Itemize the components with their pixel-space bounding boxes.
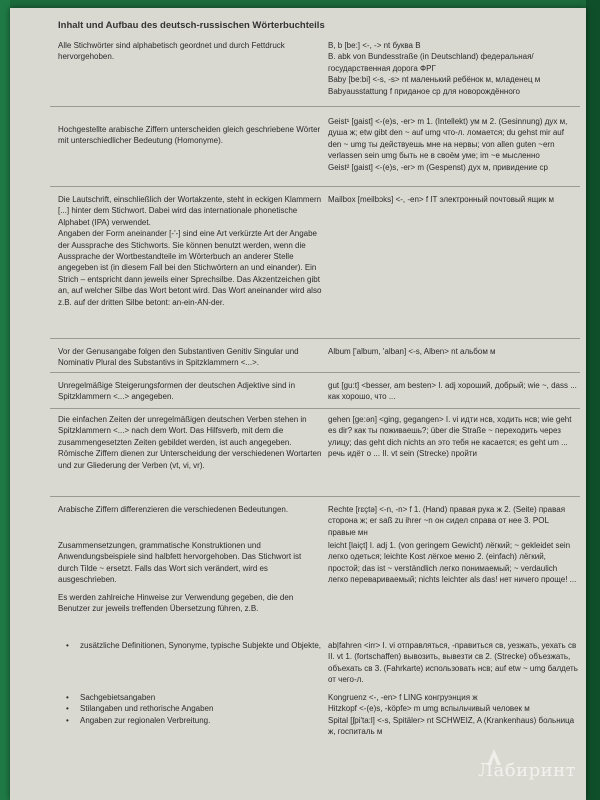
entry-geist-1: Geist¹ [gaist] <-(e)s, -er> m 1. (Intellekt) ум м 2. (Gesinnung) дух м, душа ж; etw gibt den ~ auf umg что-л. ломается; du gehst mir auf den ~ umg ты действуешь мне на нервы; von allen guten ~ern verlassen sein umg быть не в своём уме; im ~e мысленно [328,117,568,161]
divider [50,496,580,497]
entry-album: Album ['album, 'alban] <-s, Alben> nt альбом м [328,347,496,356]
entry-babyausstattung: Babyausstattung f приданое ср для новорождённого [328,86,520,96]
bullet-list [58,692,322,726]
section-6-right [328,414,578,460]
entry-gut: gut [gu:t] <besser, am besten> I. adj хороший, добрый; wie ~, dass ... как хорошо, что ... [328,381,577,402]
section-text: Römische Ziffern dienen zur Unterscheidung der verschiedenen Wortarten und zur Gliederung der Verben (vt, vi, vr). [58,449,322,470]
section-text: Vor der Genusangabe folgen den Substantiven Genitiv Singular und Nominativ Plural des Substantivs in Spitzklammern <...>. [58,347,299,368]
entry-leicht: leicht [laiçt] I. adj 1. (von geringem Gewicht) лёгкий; ~ gekleidet sein легко одеться; leichte Kost лёгкое меню 2. (einfach) лёгкий, простой; das ist ~ verständlich легко понимаемый; ~ verdaulich легко перевариваемый; nichts leichter als das! нет ничего проще! ... [328,541,577,585]
entry-geist-2: Geist² [gaist] <-(e)s, -er> m (Gespenst) дух м, привидение ср [328,162,548,172]
section-8-right [328,540,578,586]
section-9-left [58,640,322,651]
entry-kongruenz: Kongruenz <-, -en> f LING конгруэнция ж [328,693,478,702]
green-right-edge [586,0,600,800]
entry-abfahren: ab|fahren <irr> I. vi отправляться, -правиться св, уезжать, уехать св II. vt 1. (fortschaffen) вывозить, вывезти св 2. (Strecke) объезжать, объехать св 3. (Fahrkarte) использовать нсв; auf etw ~ umg балдеть от чего-л. [328,641,578,685]
list-item: • zusätzliche Definitionen, Synonyme, typische Subjekte und Objekte, [58,640,322,651]
section-text: Unregelmäßige Steigerungsformen der deutschen Adjektive sind in Spitzklammern <...> angegeben. [58,381,296,402]
divider [50,408,580,409]
page-title: Inhalt und Aufbau des deutsch-russischen Wörterbuchteils [58,20,325,31]
section-5-left [58,380,322,403]
section-text: Alle Stichwörter sind alphabetisch geordnet und durch Fettdruck hervorgehoben. [58,41,285,62]
section-5-right [328,380,578,403]
section-3-left [58,194,322,308]
section-1-right [328,40,578,97]
section-9-right [328,640,578,686]
dictionary-page [10,8,586,800]
entry-b: B, b [be:] <-, -> nt буква B [328,41,421,50]
divider [50,338,580,339]
entry-hitzkopf: Hitzkopf <-(e)s, -köpfe> m umg вспыльчивый человек м [328,704,530,714]
divider [50,372,580,373]
section-10-left [58,692,322,726]
section-6-left [58,414,322,471]
green-left-edge [0,0,10,800]
divider [50,106,580,107]
section-7-left [58,504,322,515]
entry-b-abk: B. abk von Bundesstraße (in Deutschland) федеральная/государственная дорога ФРГ [328,52,534,73]
section-8-left [58,540,322,614]
section-7-right [328,504,578,538]
list-item: • Angaben zur regionalen Verbreitung. [58,715,322,726]
entry-rechte: Rechte [rɛçtə] <-n, -n> f 1. (Hand) правая рука ж 2. (Seite) правая сторона ж; er saß zu ihrer ~n он сидел справа от нее 3. POL правые мн [328,505,566,537]
section-text: Angaben der Form aneinander [-'-] sind eine Art verkürzte Art der Angabe der Aussprache des Stichworts. Sie können benutzt werden, wenn die Aussprache der Wortbestandteile im Wörterbuch an anderer Stelle angegeben ist (in diesem Fall bei den Stichwörtern an und einander). Ein Strich – entspricht dann jeweils einer Sprechsilbe. Das Akzentzeichen gibt an, auf welcher Silbe das Wort betont wird. Das Wort aneinander wird also z.B. auf der dritten Silbe betont: an-ein-AN-der. [58,229,322,307]
watermark-text: Лабиринт [478,760,577,781]
list-item: • Stilangaben und rethorische Angaben [58,703,322,714]
entry-baby: Baby [be:bi] <-s, -s> nt маленький ребёнок м, младенец м [328,75,541,85]
section-3-right [328,194,578,205]
section-text: Arabische Ziffern differenzieren die verschiedenen Bedeutungen. [58,505,289,514]
section-2-right [328,116,578,173]
section-4-right [328,346,578,357]
section-text: Es werden zahlreiche Hinweise zur Verwendung gegeben, die den Benutzer zur jeweils treffenden Übersetzung führen, z.B. [58,592,294,614]
bullet-list [58,640,322,651]
section-text: Die einfachen Zeiten der unregelmäßigen deutschen Verben stehen in Spitzklammern <...> nach dem Wort. Das Hilfsverb, mit dem die zusammengesetzten Zeiten gebildet werden, ist auch angegeben. [58,415,307,447]
section-1-left [58,40,322,63]
section-4-left [58,346,322,369]
entry-spital: Spital [ʃpi'ta:l] <-s, Spitäler> nt SCHWEIZ, A (Krankenhaus) больница ж, госпиталь м [328,715,575,737]
entry-mailbox: Mailbox [meilbɔks] <-, -en> f IT электронный почтовый ящик м [328,195,554,204]
list-item: • Sachgebietsangaben [58,692,322,703]
entry-gehen: gehen [ge:ən] <ging, gegangen> I. vi идти нсв, ходить нсв; wie geht es dir? как ты поживаешь?; über die Straße ~ переходить через улицу; das geht dich nichts an это тебя не касается; es geht um ... речь идёт о ... II. vt sein (Strecke) пройти [328,415,572,459]
section-text: Hochgestellte arabische Ziffern unterscheiden gleich geschriebene Wörter mit unterschiedlicher Bedeutung (Homonyme). [58,125,321,146]
section-text: Zusammensetzungen, grammatische Konstruktionen und Anwendungsbeispiele sind halbfett hervorgehoben. Das Stichwort ist durch Tilde ~ ersetzt. Falls das Wort sich verändert, wird es ausgeschrieben. [58,541,302,585]
section-2-left [58,124,322,147]
section-text: Die Lautschrift, einschließlich der Wortakzente, steht in eckigen Klammern [...] hinter dem Stichwort. Dabei wird das internationale phonetische Alphabet (IPA) verwendet. [58,195,322,227]
divider [50,186,580,187]
section-10-right [328,692,578,738]
